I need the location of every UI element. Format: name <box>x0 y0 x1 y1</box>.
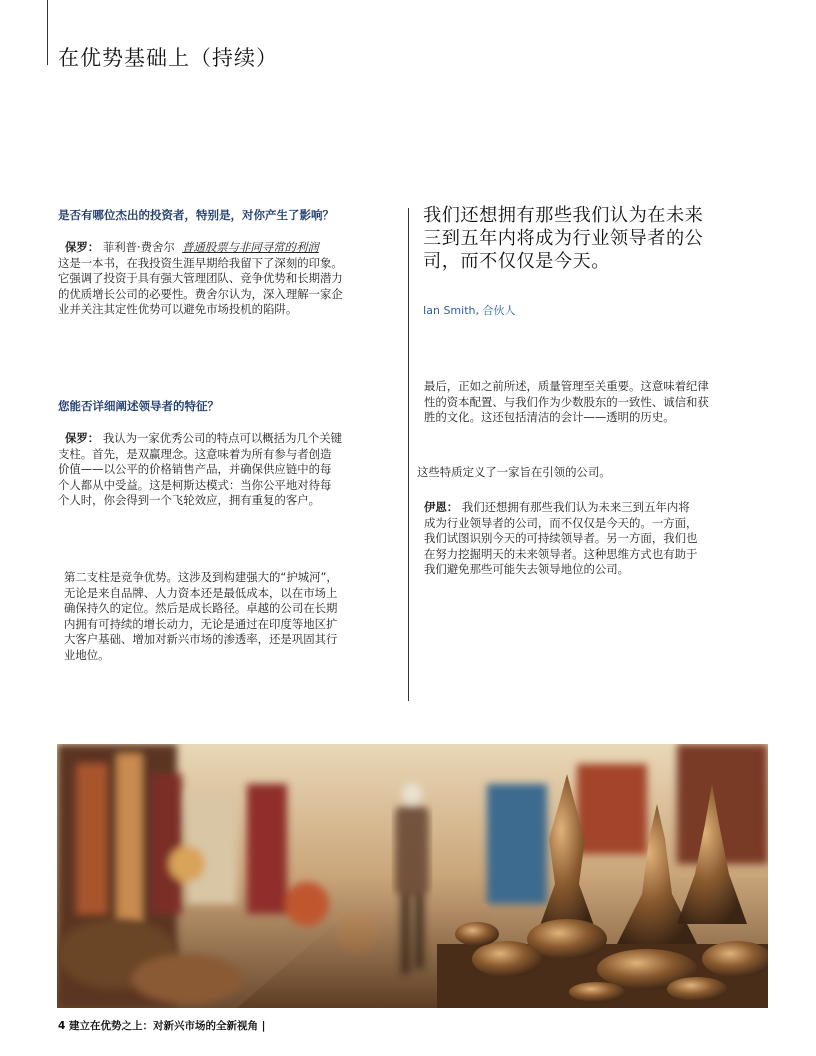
answer-1-line: 业并关注其定性优势可以避免市场投机的陷阱。 <box>58 302 298 317</box>
question-2: 您能否详细阐述领导者的特征？ <box>58 399 219 413</box>
speaker-label: 伊恩： <box>424 500 459 514</box>
right-paragraph-1-line: 性的资本配置、与我们作为少数股东的一致性、诚信和获 <box>424 394 709 409</box>
book-title: 普通股票与非同寻常的利润 <box>182 240 319 254</box>
answer-3-line: 在努力挖掘明天的未来领导者。这种思维方式也有助于 <box>424 546 698 561</box>
answer-2 <box>58 431 403 509</box>
answer-1-line: 它强调了投资于具有强大管理团队、竞争优势和长期潜力 <box>58 271 343 286</box>
speaker-label: 保罗： <box>65 240 100 254</box>
right-paragraph-1-line: 胜的文化。这还包括清洁的会计——透明的历史。 <box>424 410 675 425</box>
header-rule <box>47 0 48 65</box>
paragraph-3 <box>64 570 404 664</box>
pull-quote-line: 三到五年内将成为行业领导者的公 <box>423 228 704 249</box>
pull-quote-line: 司，而不仅仅是今天。 <box>423 251 610 272</box>
answer-2-line: 个人时，你会得到一个飞轮效应，拥有重复的客户。 <box>58 493 320 508</box>
answer-3-line: 成为行业领导者的公司，而不仅仅是今天的。一方面， <box>424 515 698 530</box>
answer-3-first-line <box>424 500 769 516</box>
answer-2-text: 我认为一家优秀公司的特点可以概括为几个关键 <box>102 431 343 445</box>
answer-3 <box>424 500 769 578</box>
book-author: 菲利普·费舍尔 <box>102 240 175 254</box>
paragraph-3-line: 内拥有可持续的增长动力，无论是通过在印度等地区扩 <box>64 616 338 631</box>
answer-1-line: 的优质增长公司的必要性。费舍尔认为，深入理解一家企 <box>58 286 343 301</box>
right-paragraph-1 <box>424 379 769 426</box>
right-paragraph-1-line: 最后，正如之前所述，质量管理至关重要。这意味着纪律 <box>424 379 709 393</box>
right-paragraph-2: 这些特质定义了一家旨在引领的公司。 <box>417 465 611 479</box>
answer-1-line: 这是一本书，在我投资生涯早期给我留下了深刻的印象。 <box>58 255 343 270</box>
question-1: 是否有哪位杰出的投资者，特别是，对你产生了影响？ <box>58 208 334 222</box>
paragraph-3-line: 无论是来自品牌、人力资本还是最低成本，以在市场上 <box>64 585 338 600</box>
answer-2-line: 价值——以公平的价格销售产品，并确保供应链中的每 <box>58 462 332 477</box>
market-photo-illustration <box>57 744 768 1008</box>
answer-2-first-line <box>58 431 403 447</box>
paragraph-3-line: 业地位。 <box>64 647 110 662</box>
answer-2-line: 个人都从中受益。这是柯斯达模式：当你公平地对待每 <box>58 477 332 492</box>
paragraph-3-line: 第二支柱是竞争优势。这涉及到构建强大的“护城河”， <box>64 570 338 584</box>
paragraph-3-line: 大客户基础、增加对新兴市场的渗透率，还是巩固其行 <box>64 632 338 647</box>
answer-3-text: 我们还想拥有那些我们认为未来三到五年内将 <box>461 500 690 514</box>
paragraph-3-line: 确保持久的定位。然后是成长路径。卓越的公司在长期 <box>64 601 338 616</box>
pull-quote-attribution: Ian Smith, 合伙人 <box>423 304 516 317</box>
column-divider <box>408 208 409 701</box>
page-title: 在优势基础上（持续） <box>58 46 278 70</box>
market-stall-photo <box>57 744 768 1008</box>
pull-quote-line: 我们还想拥有那些我们认为在未来 <box>423 205 704 226</box>
speaker-label: 保罗： <box>65 431 100 445</box>
page-footer: 4 建立在优势之上：对新兴市场的全新视角 | <box>58 1020 266 1032</box>
answer-3-line: 我们避免那些可能失去领导地位的公司。 <box>424 562 630 577</box>
answer-3-line: 我们试图识别今天的可持续领导者。另一方面，我们也 <box>424 531 698 546</box>
answer-2-line: 支柱。首先，是双赢理念。这意味着为所有参与者创造 <box>58 446 332 461</box>
pull-quote <box>423 204 768 273</box>
answer-1-first-line <box>58 240 403 256</box>
answer-1 <box>58 240 403 318</box>
